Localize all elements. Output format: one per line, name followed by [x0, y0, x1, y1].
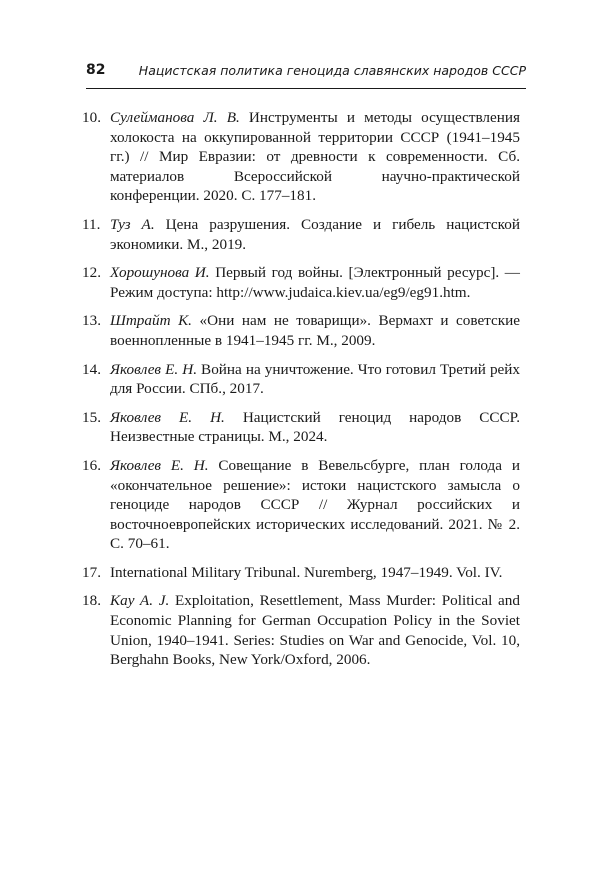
reference-author: Туз А.: [110, 215, 155, 233]
reference-text: Цена разрушения. Создание и гибель нацистской экономики. М., 2019.: [110, 215, 520, 253]
reference-number: 10.: [82, 109, 101, 126]
page-header: [86, 62, 526, 89]
reference-text: Exploitation, Resettlement, Mass Murder: Political and Economic Planning for German Occupation Policy in the Soviet Union, 1940–1941. Series: Studies on War and Genocide, Vol. 10, Berghahn Books, New York/Oxford, 2006.: [110, 592, 520, 669]
reference-author: Яковлев Е. Н.: [110, 360, 197, 378]
reference-text: Нацистский геноцид народов СССР. Неизвестные страницы. М., 2024.: [110, 408, 520, 446]
reference-author: Штрайт К.: [110, 312, 192, 330]
reference-item: [82, 215, 520, 254]
reference-list: [82, 108, 521, 679]
reference-text: Первый год войны. [Электронный ресурс]. — Режим доступа: http://www.judaica.kiev.ua/eg9/eg91.htm.: [110, 264, 520, 301]
page-number: 82: [86, 62, 106, 78]
running-title: Нацистская политика геноцида славянских народов СССР: [138, 63, 526, 78]
reference-item: [82, 563, 520, 583]
reference-author: Яковлев Е. Н.: [110, 456, 209, 474]
reference-author: Хорошунова И.: [110, 264, 210, 282]
reference-item: [82, 456, 521, 554]
reference-author: Сулейманова Л. В.: [110, 109, 240, 126]
reference-number: 16.: [82, 456, 101, 474]
reference-item: [82, 360, 521, 399]
reference-number: 11.: [82, 215, 101, 233]
reference-item: [82, 408, 520, 447]
reference-number: 17.: [82, 563, 101, 581]
reference-text: International Military Tribunal. Nuremberg, 1947–1949. Vol. IV.: [110, 563, 503, 581]
reference-text: Война на уничтожение. Что готовил Третий рейх для России. СПб., 2017.: [110, 360, 521, 398]
reference-number: 13.: [82, 312, 101, 330]
reference-item: [82, 108, 520, 206]
reference-item: [82, 263, 520, 302]
reference-author: Яковлев Е. Н.: [110, 408, 225, 426]
reference-author: Kay A. J.: [110, 592, 170, 610]
reference-number: 18.: [82, 592, 101, 610]
reference-text: «Они нам не товарищи». Вермахт и советские военнопленные в 1941–1945 гг. М., 2009.: [110, 312, 520, 349]
reference-item: [82, 311, 520, 350]
reference-number: 12.: [82, 264, 101, 282]
reference-number: 14.: [82, 360, 101, 378]
reference-text: Совещание в Вевельсбурге, план голода и «окончательное решение»: истоки нацистского замысла о геноциде народов СССР // Журнал российских и восточноевропейских исторических исследований. 2021. № 2. С. 70–61.: [110, 456, 521, 553]
reference-text: Инструменты и методы осуществления холокоста на оккупированной территории СССР (1941–1945 гг.) // Мир Евразии: от древности к современности. Сб. материалов Всероссийской научно-практической конференции. 2020. С. 177–181.: [110, 109, 520, 205]
reference-number: 15.: [82, 408, 101, 426]
reference-item: [82, 591, 520, 669]
